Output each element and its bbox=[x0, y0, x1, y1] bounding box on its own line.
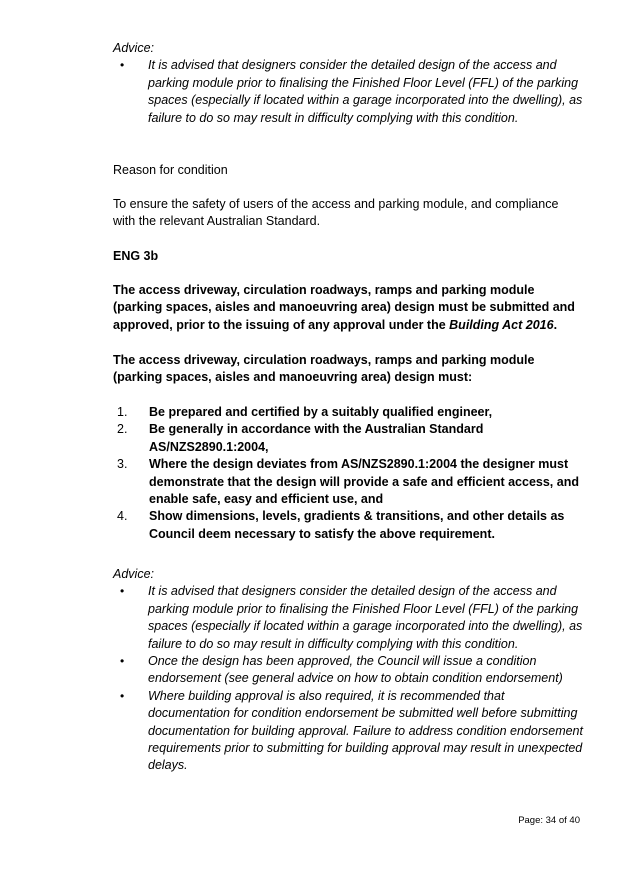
bullet-icon: • bbox=[120, 688, 125, 703]
page-number: Page: 34 of 40 bbox=[518, 815, 580, 826]
list-item: 1. Be prepared and certified by a suitably qualified engineer, bbox=[117, 405, 493, 419]
reason-text-block bbox=[113, 196, 583, 231]
eng3b-section bbox=[113, 248, 583, 265]
reason-heading: Reason for condition bbox=[113, 163, 228, 177]
eng3b-paragraph-2: The access driveway, circulation roadways, ramps and parking module (parking spaces, aisles and manoeuvring area) design must: bbox=[113, 353, 535, 385]
advice-heading: Advice: bbox=[113, 567, 154, 581]
act-name: Building Act 2016 bbox=[449, 317, 554, 332]
advice-section-1 bbox=[113, 40, 583, 127]
reason-section bbox=[113, 162, 583, 179]
list-item: 3. Where the design deviates from AS/NZS2890.1:2004 the designer must demonstrate that the design will provide a safe and efficient access, and enable safe, easy and efficient use, and bbox=[117, 457, 579, 507]
advice-list bbox=[113, 583, 583, 774]
bullet-icon: • bbox=[120, 584, 125, 599]
advice-item: • It is advised that designers consider the detailed design of the access and parking module prior to finalising the Finished Floor Level (FFL) of the parking spaces (especially if located within a garage incorporated into the dwelling), as failure to do so may result in difficulty complying with this condition. bbox=[120, 58, 583, 125]
list-item: 4. Show dimensions, levels, gradients & transitions, and other details as Council deem necessary to satisfy the above requirement. bbox=[117, 509, 565, 541]
eng3b-para-1-block bbox=[113, 282, 583, 334]
requirements-list-block bbox=[113, 404, 583, 543]
advice-item: • Once the design has been approved, the Council will issue a condition endorsement (see general advice on how to obtain condition endorsement) bbox=[120, 654, 563, 686]
list-item: 2. Be generally in accordance with the Australian Standard AS/NZS2890.1:2004, bbox=[117, 422, 484, 454]
advice-heading: Advice: bbox=[113, 41, 154, 55]
eng3b-paragraph-1: The access driveway, circulation roadways, ramps and parking module (parking spaces, aisles and manoeuvring area) design must be submitted and approved, prior to the issuing of any approval under the Building Act 2016. bbox=[113, 283, 575, 332]
eng3b-para-2-block bbox=[113, 352, 583, 387]
advice-item: • It is advised that designers consider the detailed design of the access and parking module prior to finalising the Finished Floor Level (FFL) of the parking spaces (especially if located within a garage incorporated into the dwelling), as failure to do so may result in difficulty complying with this condition. bbox=[120, 584, 583, 651]
bullet-icon: • bbox=[120, 654, 125, 669]
bullet-icon: • bbox=[120, 58, 125, 73]
advice-section-2 bbox=[113, 566, 583, 775]
advice-list bbox=[113, 57, 583, 127]
requirements-list bbox=[113, 404, 583, 543]
condition-heading: ENG 3b bbox=[113, 249, 159, 263]
advice-item: • Where building approval is also required, it is recommended that documentation for condition endorsement be submitted well before submitting documentation for building approval. Failure to address condition endorsement requirements prior to submitting for building approval may result in unexpected delays. bbox=[120, 688, 583, 773]
reason-text: To ensure the safety of users of the access and parking module, and compliance with the relevant Australian Standard. bbox=[113, 197, 559, 229]
